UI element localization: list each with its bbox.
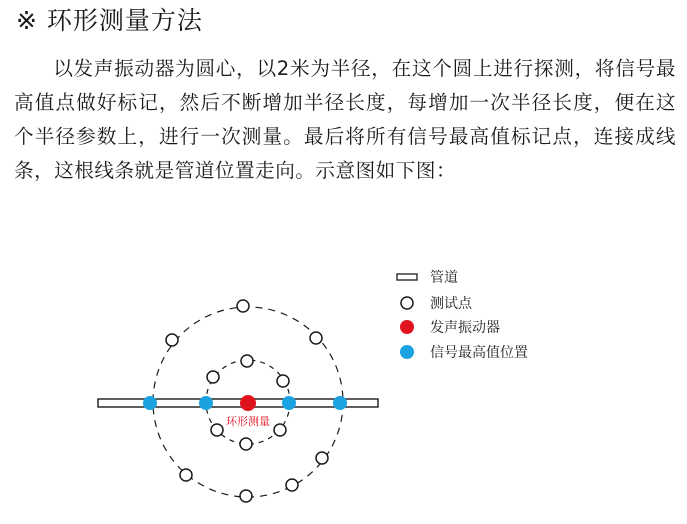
center-label: 环形测量 <box>226 415 270 428</box>
signal-peak-point <box>143 396 157 410</box>
signal-peak-point <box>333 396 347 410</box>
legend-label-signal-peak: 信号最高值位置 <box>430 345 528 361</box>
test-point <box>211 424 223 436</box>
legend-label-test-point: 测试点 <box>430 296 472 312</box>
test-point <box>310 332 322 344</box>
legend-label-pipe: 管道 <box>430 270 458 286</box>
test-point <box>166 334 178 346</box>
vibrator-point <box>240 395 256 411</box>
test-point <box>237 300 249 312</box>
legend-label-vibrator: 发声振动器 <box>430 320 500 336</box>
pipe-rectangle-icon <box>397 274 417 280</box>
body-paragraph: 以发声振动器为圆心，以2米为半径，在这个圆上进行探测，将信号最高值点做好标记，然后不断增加半径长度，每增加一次半径长度，便在这个半径参数上，进行一次测量。最后将所有信号最高值标记点，连接成线条，这根线条就是管道位置走向。示意图如下图： <box>14 57 676 182</box>
hollow-circle-icon <box>401 297 413 309</box>
legend <box>397 270 528 361</box>
section-title: ※ 环形测量方法 <box>16 6 203 35</box>
signal-peak-point <box>199 396 213 410</box>
signal-peak-point <box>282 396 296 410</box>
test-point <box>274 424 286 436</box>
test-point <box>241 355 253 367</box>
test-point <box>316 452 328 464</box>
test-point <box>180 469 192 481</box>
blue-dot-icon <box>400 345 414 359</box>
test-point <box>286 479 298 491</box>
test-point <box>207 371 219 383</box>
test-point <box>277 375 289 387</box>
red-dot-icon <box>400 320 414 334</box>
test-point <box>240 490 252 502</box>
test-point <box>240 438 252 450</box>
